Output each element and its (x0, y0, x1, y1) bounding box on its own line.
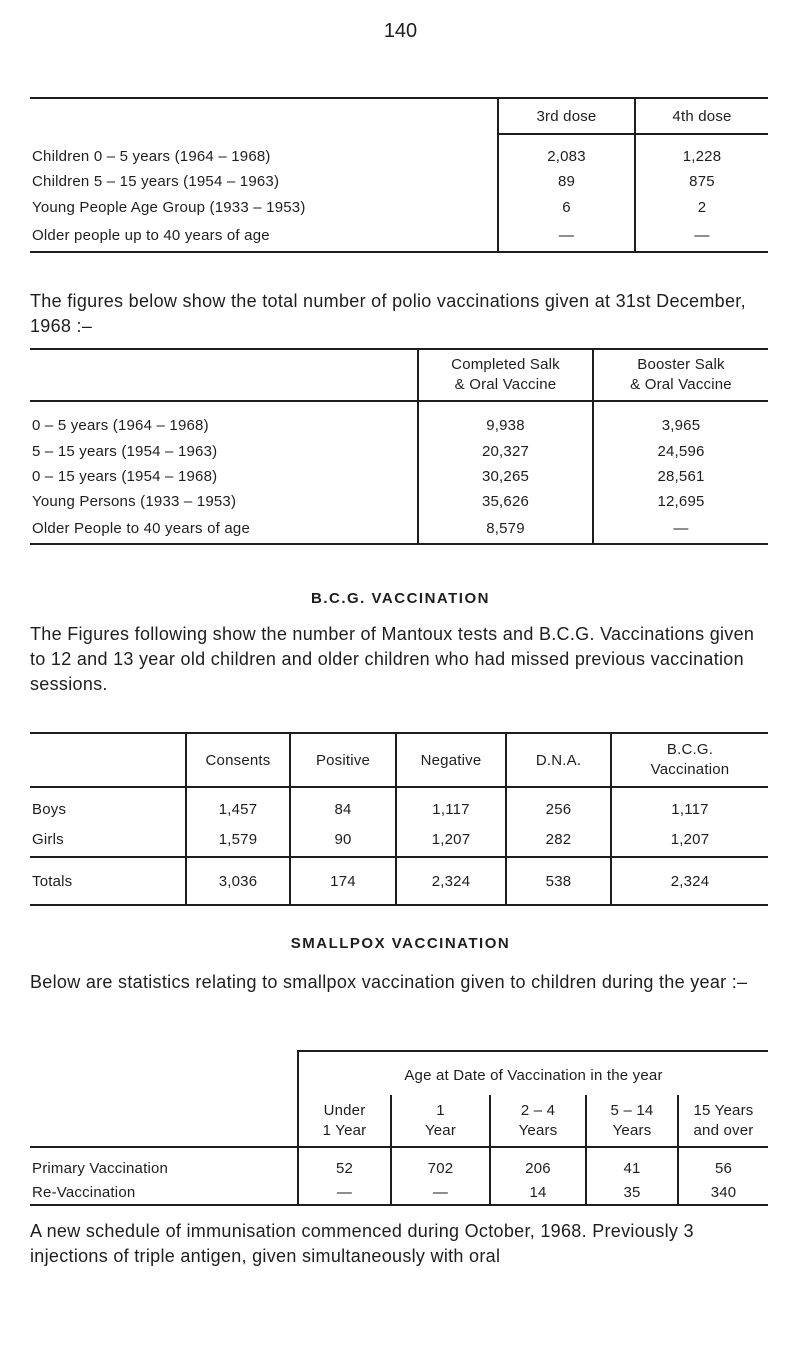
dose-row-4th: — (635, 220, 768, 252)
smallpox-header-5to14 (586, 1095, 678, 1147)
smallpox-header-15plus (678, 1095, 768, 1147)
polio-row-completed: 30,265 (418, 464, 593, 489)
bcg-header-vaccination-line1: B.C.G. (666, 741, 714, 758)
polio-header-completed-line1: Completed Salk (451, 356, 560, 373)
polio-row-label: Young Persons (1933 – 1953) (32, 493, 237, 510)
smallpox-header-15plus-line1: 15 Years (693, 1101, 754, 1119)
bcg-totals-label: Totals (30, 857, 186, 905)
dose-row-4th: 2 (697, 198, 707, 216)
smallpox-table (30, 1050, 768, 1206)
polio-row-booster: 3,965 (661, 417, 701, 434)
smallpox-header-5to14-line1: 5 – 14 (610, 1101, 654, 1119)
bcg-header-vaccination (611, 733, 768, 787)
dose-row-label: Older people up to 40 years of age (30, 220, 498, 252)
bcg-row-cell: 1,117 (396, 787, 506, 823)
bcg-row-cell: 1,117 (671, 801, 709, 818)
smallpox-header-2to4 (490, 1095, 586, 1147)
dose-table (30, 97, 768, 253)
bcg-heading: B.C.G. VACCINATION (311, 590, 490, 607)
smallpox-row-cell: 35 (586, 1181, 678, 1205)
dose-table-header-4th: 4th dose (635, 98, 768, 134)
smallpox-header-2to4-line1: 2 – 4 (520, 1101, 556, 1119)
dose-row-3rd: 89 (498, 168, 635, 194)
page-number: 140 (383, 20, 418, 42)
smallpox-row-cell: 340 (678, 1181, 768, 1205)
smallpox-heading: SMALLPOX VACCINATION (290, 935, 511, 952)
bcg-row-cell: 90 (290, 823, 396, 857)
polio-row-booster: 28,561 (657, 468, 705, 485)
smallpox-header-under1-line1: Under (323, 1101, 366, 1119)
bcg-row-cell: 1,579 (186, 823, 290, 857)
bcg-header-positive: Positive (290, 733, 396, 787)
dose-row-label: Young People Age Group (1933 – 1953) (32, 198, 306, 216)
bcg-row-cell: 256 (506, 787, 611, 823)
dose-row-label: Children 0 – 5 years (1964 – 1968) (32, 147, 271, 165)
polio-row-label: 0 – 15 years (1954 – 1968) (32, 468, 218, 485)
polio-table-header-blank (30, 349, 418, 401)
smallpox-table-header-blank (30, 1051, 298, 1095)
dose-row-3rd: 6 (498, 194, 635, 220)
bcg-row-label: Girls (30, 823, 186, 857)
dose-row-3rd: 2,083 (498, 134, 635, 168)
smallpox-row-cell: 206 (490, 1147, 586, 1181)
bcg-table-header-blank (30, 733, 186, 787)
dose-row-label: Children 5 – 15 years (1954 – 1963) (32, 172, 280, 190)
polio-table (30, 348, 768, 545)
bcg-intro-paragraph: The Figures following show the number of Mantoux tests and B.C.G. Vaccinations given to 12 and 13 year old children and older children who had missed previous vaccination sessions. (30, 624, 755, 694)
polio-row-booster: — (593, 514, 768, 544)
smallpox-header-1year-line2: Year (424, 1121, 457, 1139)
bcg-row-cell: 84 (290, 787, 396, 823)
polio-row-booster: 12,695 (657, 493, 705, 510)
bcg-row-label: Boys (30, 787, 186, 823)
polio-header-completed-line2: & Oral Vaccine (454, 376, 557, 393)
polio-header-booster-line1: Booster Salk (637, 356, 725, 373)
polio-header-booster (593, 349, 768, 401)
smallpox-header-15plus-line2: and over (693, 1121, 754, 1139)
smallpox-header-1year-line1: 1 (436, 1101, 445, 1119)
bcg-totals-cell: 3,036 (186, 857, 290, 905)
smallpox-header-5to14-line2: Years (612, 1121, 652, 1139)
bcg-totals-cell: 174 (290, 857, 396, 905)
polio-row-label: 0 – 5 years (1964 – 1968) (32, 417, 209, 434)
dose-row-4th: 1,228 (682, 148, 722, 165)
smallpox-header-blank-2 (30, 1095, 298, 1147)
smallpox-header-1year (391, 1095, 490, 1147)
polio-row-completed: 8,579 (418, 514, 593, 544)
smallpox-row-cell: 702 (391, 1147, 490, 1181)
polio-header-booster-line2: & Oral Vaccine (630, 376, 732, 393)
polio-row-completed: 35,626 (418, 489, 593, 514)
dose-table-header-blank (30, 98, 498, 134)
smallpox-row-cell: 41 (586, 1147, 678, 1181)
bcg-totals-cell: 2,324 (396, 857, 506, 905)
bcg-header-vaccination-line2: Vaccination (650, 761, 730, 778)
polio-row-completed: 9,938 (418, 401, 593, 439)
smallpox-group-header: Age at Date of Vaccination in the year (298, 1051, 768, 1095)
polio-row-booster: 24,596 (657, 443, 705, 460)
bcg-row-cell: 282 (506, 823, 611, 857)
bcg-row-cell: 1,207 (396, 823, 506, 857)
polio-row-label: 5 – 15 years (1954 – 1963) (32, 443, 218, 460)
bcg-header-negative: Negative (396, 733, 506, 787)
dose-row-3rd: — (498, 220, 635, 252)
smallpox-header-under1 (298, 1095, 391, 1147)
closing-paragraph: A new schedule of immunisation commenced during October, 1968. Previously 3 injections of triple antigen, given simultaneously with oral (30, 1221, 694, 1266)
bcg-header-dna: D.N.A. (506, 733, 611, 787)
polio-row-label: Older People to 40 years of age (30, 514, 418, 544)
smallpox-row-cell: 56 (714, 1160, 733, 1177)
bcg-table (30, 732, 768, 906)
polio-header-completed (418, 349, 593, 401)
smallpox-row-label: Re-Vaccination (30, 1181, 298, 1205)
bcg-row-cell: 1,457 (186, 787, 290, 823)
bcg-totals-cell: 538 (506, 857, 611, 905)
smallpox-header-2to4-line2: Years (518, 1121, 558, 1139)
smallpox-row-cell: — (391, 1181, 490, 1205)
polio-intro-paragraph: The figures below show the total number of polio vaccinations given at 31st December, 1968 :– (30, 291, 746, 336)
polio-row-completed: 20,327 (418, 439, 593, 464)
bcg-header-consents: Consents (186, 733, 290, 787)
smallpox-row-cell: 52 (298, 1147, 391, 1181)
bcg-row-cell: 1,207 (611, 823, 768, 857)
bcg-totals-cell: 2,324 (611, 857, 768, 905)
dose-row-4th: 875 (689, 172, 715, 190)
smallpox-row-cell: 14 (490, 1181, 586, 1205)
dose-table-header-3rd: 3rd dose (498, 98, 635, 134)
smallpox-row-cell: — (298, 1181, 391, 1205)
smallpox-row-label: Primary Vaccination (30, 1147, 298, 1181)
smallpox-header-under1-line2: 1 Year (322, 1121, 367, 1139)
smallpox-intro-paragraph: Below are statistics relating to smallpox vaccination given to children during the year :– (30, 972, 748, 992)
